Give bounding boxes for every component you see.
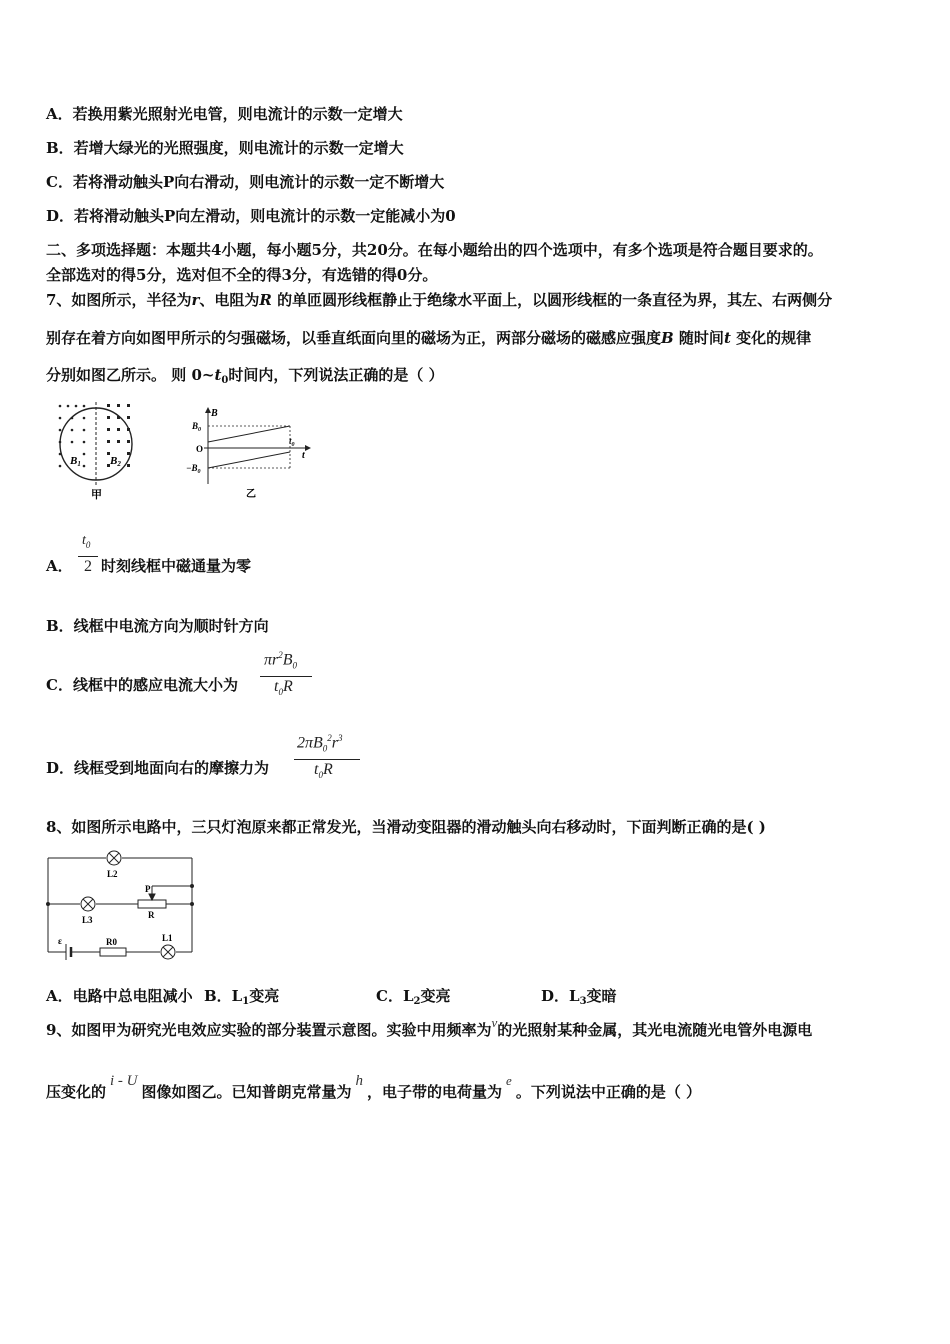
q8-circuit-diagram (44, 846, 196, 962)
q7-option-a: A． (46, 557, 73, 575)
caption-jia: 甲 (91, 489, 102, 501)
label-l3: L3 (82, 915, 93, 925)
q9-stem-line2: 压变化的i - U图像如图乙。已知普朗克常量为h，电子带的电荷量为e。下列说法中正确的是（ ） (46, 1073, 702, 1101)
q6-option-d: D．若将滑动触头P向左滑动，则电流计的示数一定能减小为0 (46, 207, 456, 225)
q8-option-c: C．$L_2$变亮 (376, 987, 451, 1007)
q8-option-b: B．$L_1$变亮 (204, 987, 280, 1007)
label-l2: L2 (107, 869, 118, 879)
label-b1: B1 (70, 455, 81, 468)
q9-stem-line1: 9、如图甲为研究光电效应实验的部分装置示意图。实验中用频率为ν的光照射某种金属，其光电流随光电管外电源电 (46, 1015, 813, 1039)
origin-label: O (196, 444, 204, 454)
q7-option-c: C．线框中的感应电流大小为 (46, 676, 238, 694)
label-emf: ε (58, 936, 62, 946)
axis-y-label: B (211, 408, 218, 419)
q7-stem-line2: 别存在着方向如图甲所示的匀强磁场，以垂直纸面向里的磁场为正，两部分磁场的磁感应强度B 随时间t 变化的规律 (46, 329, 812, 347)
b2-graph-line (208, 452, 290, 468)
section-2-heading: 二、多项选择题：本题共4小题，每小题5分，共20分。在每小题给出的四个选项中，有多个选项是符合题目要求的。 (46, 241, 823, 259)
label-l1: L1 (162, 933, 173, 943)
q8-stem: 8、如图所示电路中，三只灯泡原来都正常发光，当滑动变阻器的滑动触头向右移动时，下面判断正确的是( ) (46, 818, 766, 836)
q7-option-b: B．线框中电流方向为顺时针方向 (46, 617, 269, 635)
q8-option-a: A．电路中总电阻减小 (46, 987, 193, 1005)
q8-option-d: D．$L_3$变暗 (541, 987, 617, 1007)
q7-option-c-fraction: $\pi r^2B_0$ $t_0R$ (260, 650, 316, 700)
q6-option-b: B．若增大绿光的光照强度，则电流计的示数一定增大 (46, 139, 404, 157)
label-b2: B2 (110, 455, 121, 468)
q7-figure-jia (52, 398, 142, 502)
label-r: R (148, 910, 155, 920)
section-2-instructions: 全部选对的得5分，选对但不全的得3分，有选错的得0分。 (46, 266, 438, 284)
q6-option-a: A．若换用紫光照射光电管，则电流计的示数一定增大 (46, 105, 403, 123)
q7-option-d-fraction: $2\pi B_0^2r^3$ $t_0R$ (294, 733, 366, 785)
label-p: P (145, 884, 151, 894)
caption-yi: 乙 (246, 489, 256, 500)
neg-b0-label: $-B_0$ (186, 463, 201, 475)
q7-stem-line3: 分别如图乙所示。 则 $0\sim t_0$时间内，下列说法正确的是（ ） (46, 366, 444, 386)
axis-x-label: t (302, 450, 305, 461)
q7-stem-line1: 7、如图所示，半径为r、电阻为R 的单匝圆形线框静止于绝缘水平面上，以圆形线框的一条直径为界，其左、右两侧分 (46, 291, 833, 309)
b0-label: $B_0$ (192, 421, 202, 433)
q7-option-a-text: 时刻线框中磁通量为零 (101, 557, 252, 575)
q7-figure-yi (180, 404, 315, 500)
q7-option-a-fraction: $t_0$ 2 (78, 533, 102, 579)
b1-graph-line (208, 426, 290, 442)
t0-label: $t_0$ (289, 436, 295, 448)
q7-option-d: D．线框受到地面向右的摩擦力为 (46, 759, 270, 777)
q6-option-c: C．若将滑动触头P向右滑动，则电流计的示数一定不断增大 (46, 173, 445, 191)
label-r0: R0 (106, 937, 117, 947)
